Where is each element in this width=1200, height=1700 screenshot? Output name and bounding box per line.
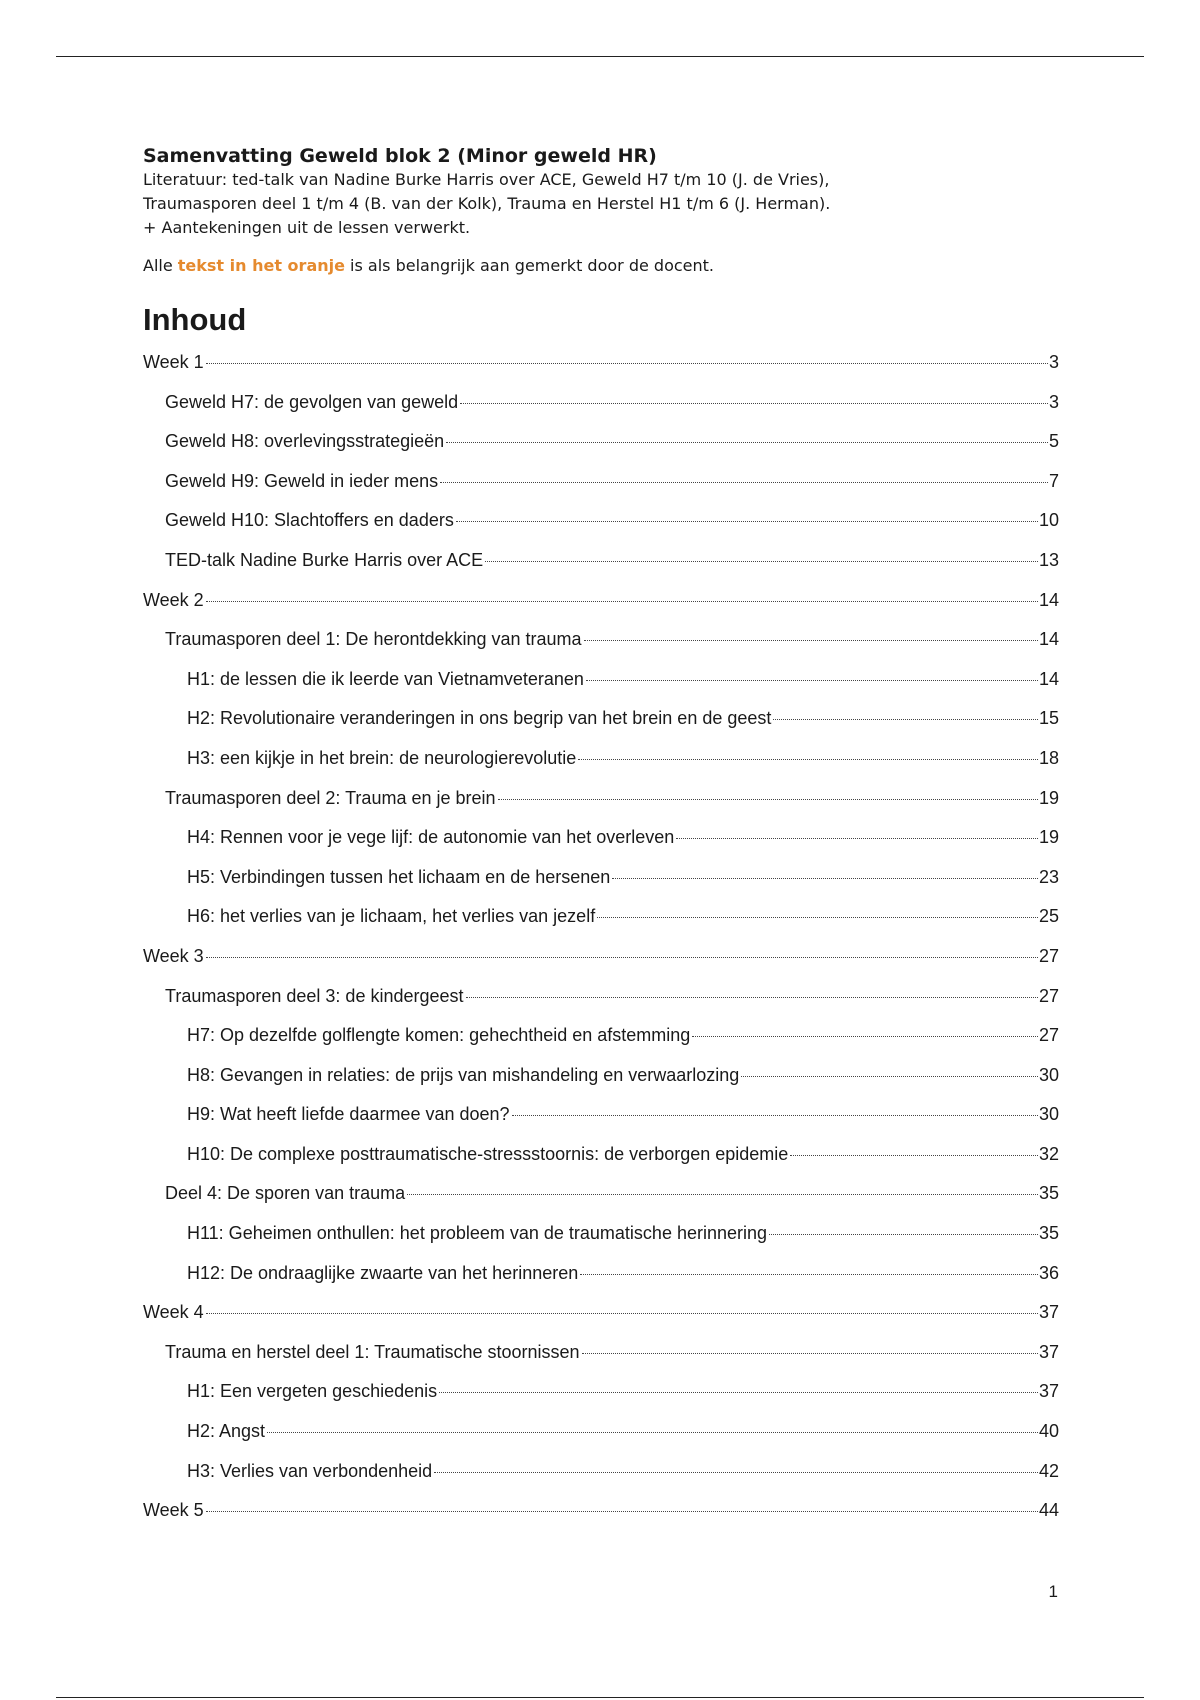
toc-entry-title: H11: Geheimen onthullen: het probleem van de traumatische herinnering bbox=[187, 1223, 768, 1244]
toc-heading: Inhoud bbox=[143, 302, 247, 337]
toc-dot-leader bbox=[578, 759, 1038, 760]
toc-entry-title: H4: Rennen voor je vege lijf: de autonomie van het overleven bbox=[187, 827, 675, 848]
toc-dot-leader bbox=[206, 1511, 1038, 1512]
toc-entry-title: Week 1 bbox=[143, 352, 204, 372]
toc-entry[interactable] bbox=[143, 429, 1059, 469]
toc-entry-page: 13 bbox=[1038, 549, 1059, 570]
toc-entry[interactable] bbox=[143, 1142, 1059, 1182]
toc-entry-title: Traumasporen deel 3: de kindergeest bbox=[165, 985, 464, 1006]
toc-entry-title: H1: de lessen die ik leerde van Vietnamveteranen bbox=[187, 668, 584, 689]
toc-entry-page: 27 bbox=[1038, 985, 1059, 1006]
toc-entry-title: H12: De ondraaglijke zwaarte van het herinneren bbox=[187, 1262, 579, 1283]
note-prefix: Alle bbox=[143, 256, 178, 275]
toc-dot-leader bbox=[586, 680, 1038, 681]
toc-entry-page: 30 bbox=[1038, 1064, 1059, 1085]
toc-entry[interactable] bbox=[143, 469, 1059, 509]
toc-dot-leader bbox=[206, 363, 1048, 364]
toc-dot-leader bbox=[206, 1313, 1038, 1314]
toc-entry-page: 42 bbox=[1038, 1460, 1059, 1481]
toc-entry[interactable] bbox=[143, 508, 1059, 548]
toc-dot-leader bbox=[446, 442, 1048, 443]
toc-entry[interactable] bbox=[143, 1379, 1059, 1419]
toc-dot-leader bbox=[485, 561, 1038, 562]
toc-entry[interactable] bbox=[143, 904, 1059, 944]
toc-entry[interactable] bbox=[143, 706, 1059, 746]
toc-dot-leader bbox=[676, 838, 1038, 839]
toc-entry[interactable] bbox=[143, 1261, 1059, 1301]
toc-entry-page: 27 bbox=[1038, 945, 1059, 966]
toc-entry-page: 19 bbox=[1038, 787, 1059, 808]
toc-entry-page: 27 bbox=[1038, 1025, 1059, 1046]
toc-entry-page: 25 bbox=[1038, 906, 1059, 927]
toc-entry-title: TED-talk Nadine Burke Harris over ACE bbox=[165, 549, 484, 570]
toc-entry-page: 3 bbox=[1048, 352, 1059, 372]
toc-entry-title: Geweld H8: overlevingsstrategieën bbox=[165, 431, 445, 452]
toc-entry-title: Deel 4: De sporen van trauma bbox=[165, 1183, 406, 1204]
toc-dot-leader bbox=[456, 521, 1038, 522]
toc-entry-title: H5: Verbindingen tussen het lichaam en de hersenen bbox=[187, 866, 611, 887]
toc-entry-title: Week 4 bbox=[143, 1302, 204, 1323]
toc-entry-page: 15 bbox=[1038, 708, 1059, 729]
toc-entry-page: 14 bbox=[1038, 589, 1059, 610]
toc-entry-title: Traumasporen deel 2: Trauma en je brein bbox=[165, 787, 496, 808]
toc-entry[interactable] bbox=[143, 588, 1059, 628]
toc-entry[interactable] bbox=[143, 1063, 1059, 1103]
toc-entry-title: H6: het verlies van je lichaam, het verlies van jezelf bbox=[187, 906, 596, 927]
header-rule bbox=[56, 56, 1144, 57]
toc-entry-page: 32 bbox=[1038, 1143, 1059, 1164]
toc-entry[interactable] bbox=[143, 944, 1059, 984]
table-of-contents bbox=[143, 350, 1059, 1538]
toc-dot-leader bbox=[498, 799, 1038, 800]
toc-entry[interactable] bbox=[143, 1498, 1059, 1538]
toc-entry-title: Geweld H9: Geweld in ieder mens bbox=[165, 470, 439, 491]
toc-entry-page: 36 bbox=[1038, 1262, 1059, 1283]
toc-entry-title: H7: Op dezelfde golflengte komen: gehechtheid en afstemming bbox=[187, 1025, 691, 1046]
document-title: Samenvatting Geweld blok 2 (Minor geweld HR) bbox=[143, 145, 657, 167]
toc-dot-leader bbox=[741, 1076, 1038, 1077]
toc-entry-page: 35 bbox=[1038, 1223, 1059, 1244]
toc-dot-leader bbox=[460, 403, 1048, 404]
page-number: 1 bbox=[1048, 1582, 1058, 1601]
toc-entry-title: H1: Een vergeten geschiedenis bbox=[187, 1381, 438, 1402]
toc-entry[interactable] bbox=[143, 1340, 1059, 1380]
toc-entry-page: 37 bbox=[1038, 1381, 1059, 1402]
toc-dot-leader bbox=[582, 1353, 1038, 1354]
toc-dot-leader bbox=[580, 1274, 1038, 1275]
toc-dot-leader bbox=[466, 997, 1038, 998]
toc-entry-page: 5 bbox=[1048, 431, 1059, 452]
toc-entry-page: 37 bbox=[1038, 1341, 1059, 1362]
toc-entry-title: H8: Gevangen in relaties: de prijs van mishandeling en verwaarlozing bbox=[187, 1064, 740, 1085]
toc-entry-title: Traumasporen deel 1: De herontdekking van trauma bbox=[165, 629, 582, 650]
toc-entry-title: H2: Angst bbox=[187, 1421, 266, 1442]
toc-dot-leader bbox=[769, 1234, 1038, 1235]
toc-entry[interactable] bbox=[143, 548, 1059, 588]
toc-entry-title: Geweld H7: de gevolgen van geweld bbox=[165, 391, 459, 412]
toc-dot-leader bbox=[773, 719, 1038, 720]
toc-entry-page: 44 bbox=[1038, 1500, 1059, 1521]
toc-entry-page: 3 bbox=[1048, 391, 1059, 412]
toc-entry[interactable] bbox=[143, 667, 1059, 707]
toc-entry[interactable] bbox=[143, 984, 1059, 1024]
toc-entry[interactable] bbox=[143, 746, 1059, 786]
toc-entry[interactable] bbox=[143, 786, 1059, 826]
note-suffix: is als belangrijk aan gemerkt door de docent. bbox=[344, 256, 714, 275]
toc-entry-title: Trauma en herstel deel 1: Traumatische stoornissen bbox=[165, 1341, 580, 1362]
footer-rule bbox=[56, 1697, 1144, 1698]
toc-dot-leader bbox=[612, 878, 1038, 879]
toc-entry[interactable] bbox=[143, 865, 1059, 905]
toc-dot-leader bbox=[434, 1472, 1038, 1473]
toc-entry[interactable] bbox=[143, 825, 1059, 865]
toc-entry-page: 37 bbox=[1038, 1302, 1059, 1323]
toc-entry[interactable] bbox=[143, 1023, 1059, 1063]
toc-entry-page: 7 bbox=[1048, 470, 1059, 491]
toc-entry-page: 14 bbox=[1038, 668, 1059, 689]
toc-dot-leader bbox=[584, 640, 1038, 641]
toc-entry-title: Week 5 bbox=[143, 1500, 204, 1521]
toc-entry-title: H9: Wat heeft liefde daarmee van doen? bbox=[187, 1104, 510, 1125]
toc-entry-title: H10: De complexe posttraumatische-stressstoornis: de verborgen epidemie bbox=[187, 1143, 789, 1164]
toc-dot-leader bbox=[440, 482, 1048, 483]
toc-entry-page: 40 bbox=[1038, 1421, 1059, 1442]
literature-line-3: + Aantekeningen uit de lessen verwerkt. bbox=[143, 218, 471, 237]
toc-entry-page: 18 bbox=[1038, 747, 1059, 768]
toc-dot-leader bbox=[206, 957, 1038, 958]
toc-entry[interactable] bbox=[143, 390, 1059, 430]
toc-dot-leader bbox=[790, 1155, 1038, 1156]
toc-entry-title: Week 2 bbox=[143, 589, 204, 610]
toc-entry-title: H3: een kijkje in het brein: de neurologierevolutie bbox=[187, 747, 577, 768]
note-highlight: tekst in het oranje bbox=[177, 256, 345, 275]
toc-entry[interactable] bbox=[143, 1221, 1059, 1261]
toc-dot-leader bbox=[512, 1115, 1038, 1116]
toc-dot-leader bbox=[692, 1036, 1038, 1037]
toc-entry[interactable] bbox=[143, 350, 1059, 390]
toc-entry-page: 35 bbox=[1038, 1183, 1059, 1204]
toc-entry-title: H3: Verlies van verbondenheid bbox=[187, 1460, 433, 1481]
literature-line-1: Literatuur: ted-talk van Nadine Burke Harris over ACE, Geweld H7 t/m 10 (J. de Vries), bbox=[143, 170, 830, 189]
toc-entry[interactable] bbox=[143, 1102, 1059, 1142]
toc-entry-title: H2: Revolutionaire veranderingen in ons begrip van het brein en de geest bbox=[187, 708, 772, 729]
literature-line-2: Traumasporen deel 1 t/m 4 (B. van der Kolk), Trauma en Herstel H1 t/m 6 (J. Herman). bbox=[143, 194, 831, 213]
orange-text-note bbox=[143, 254, 1059, 278]
toc-entry-title: Week 3 bbox=[143, 945, 204, 966]
toc-entry[interactable] bbox=[143, 1181, 1059, 1221]
toc-entry-page: 23 bbox=[1038, 866, 1059, 887]
toc-dot-leader bbox=[206, 601, 1038, 602]
toc-dot-leader bbox=[439, 1392, 1038, 1393]
toc-dot-leader bbox=[267, 1432, 1038, 1433]
page-content bbox=[143, 144, 1059, 1538]
toc-entry[interactable] bbox=[143, 1459, 1059, 1499]
toc-entry-title: Geweld H10: Slachtoffers en daders bbox=[165, 510, 454, 531]
toc-dot-leader bbox=[597, 917, 1038, 918]
toc-entry-page: 14 bbox=[1038, 629, 1059, 650]
toc-entry-page: 19 bbox=[1038, 827, 1059, 848]
toc-entry-page: 10 bbox=[1038, 510, 1059, 531]
toc-entry[interactable] bbox=[143, 627, 1059, 667]
toc-entry-page: 30 bbox=[1038, 1104, 1059, 1125]
toc-entry[interactable] bbox=[143, 1419, 1059, 1459]
toc-dot-leader bbox=[407, 1194, 1038, 1195]
toc-entry[interactable] bbox=[143, 1300, 1059, 1340]
